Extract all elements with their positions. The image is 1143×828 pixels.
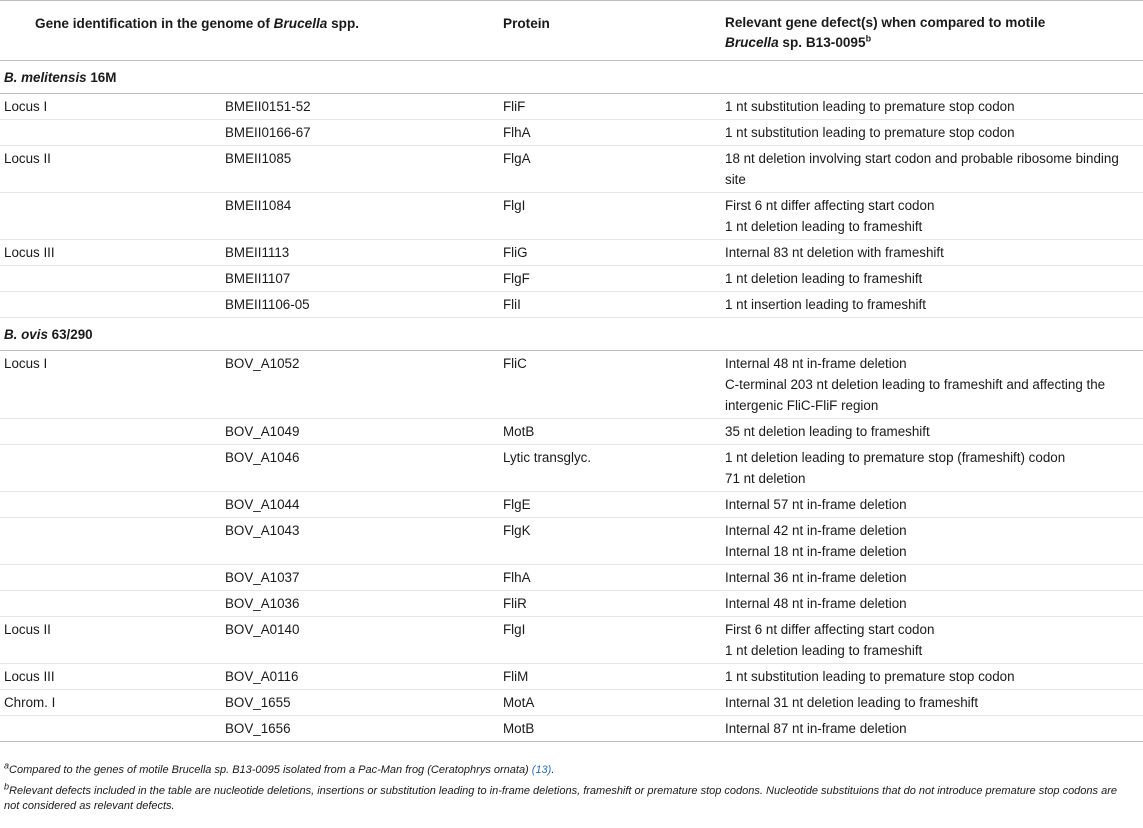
locus-cell: Locus I: [0, 351, 225, 419]
table-row: [0, 445, 1143, 492]
protein-cell: FlgI: [503, 617, 725, 664]
defect-cell: 1 nt deletion leading to frameshift: [725, 266, 1143, 292]
table-row: [0, 716, 1143, 742]
gene-cell: BMEII1085: [225, 146, 503, 193]
protein-cell: MotA: [503, 690, 725, 716]
protein-cell: FliG: [503, 240, 725, 266]
locus-cell: [0, 419, 225, 445]
protein-cell: FliF: [503, 94, 725, 120]
locus-cell: [0, 716, 225, 742]
gene-cell: BMEII1107: [225, 266, 503, 292]
table-row: [0, 146, 1143, 193]
locus-cell: [0, 292, 225, 318]
locus-cell: [0, 445, 225, 492]
header-relevant-defects: Relevant gene defect(s) when compared to motile Brucella sp. B13-0095$^b$: [725, 1, 1143, 61]
protein-cell: MotB: [503, 419, 725, 445]
table-row: [0, 266, 1143, 292]
section-row: [0, 61, 1143, 94]
defect-cell: Internal 48 nt in-frame deletion C-terminal 203 nt deletion leading to frameshift and affecting the intergenic FliC-FliF region: [725, 351, 1143, 419]
gene-cell: BOV_1655: [225, 690, 503, 716]
defect-cell: Internal 83 nt deletion with frameshift: [725, 240, 1143, 266]
locus-cell: Locus II: [0, 146, 225, 193]
gene-cell: BOV_A1046: [225, 445, 503, 492]
table-row: [0, 292, 1143, 318]
locus-cell: [0, 591, 225, 617]
defect-cell: Internal 42 nt in-frame deletion Internal 18 nt in-frame deletion: [725, 518, 1143, 565]
table-row: [0, 518, 1143, 565]
gene-cell: BOV_A0116: [225, 664, 503, 690]
locus-cell: [0, 565, 225, 591]
gene-cell: BOV_A1049: [225, 419, 503, 445]
table-row: [0, 94, 1143, 120]
protein-cell: MotB: [503, 716, 725, 742]
locus-cell: [0, 120, 225, 146]
gene-cell: BMEII0166-67: [225, 120, 503, 146]
defect-cell: 1 nt deletion leading to premature stop (frameshift) codon 71 nt deletion: [725, 445, 1143, 492]
gene-cell: BOV_A1037: [225, 565, 503, 591]
defect-cell: 1 nt substitution leading to premature stop codon: [725, 664, 1143, 690]
gene-cell: BMEII1106-05: [225, 292, 503, 318]
locus-cell: Chrom. I: [0, 690, 225, 716]
table-row: [0, 240, 1143, 266]
gene-cell: BOV_A0140: [225, 617, 503, 664]
protein-cell: Lytic transglyc.: [503, 445, 725, 492]
protein-cell: FliM: [503, 664, 725, 690]
table-row: [0, 565, 1143, 591]
footnote-a: $^a$Compared to the genes of motile Brucella sp. B13-0095 isolated from a Pac-Man frog (Ceratophrys ornata) (13).: [4, 760, 555, 776]
section-row: [0, 318, 1143, 351]
protein-cell: FlgE: [503, 492, 725, 518]
table-footnotes: [4, 760, 1134, 820]
defect-cell: 1 nt substitution leading to premature stop codon: [725, 120, 1143, 146]
header-protein: Protein: [503, 1, 725, 61]
protein-cell: FlgF: [503, 266, 725, 292]
protein-cell: FlgK: [503, 518, 725, 565]
locus-cell: Locus I: [0, 94, 225, 120]
footnote-b: $^b$Relevant defects included in the table are nucleotide deletions, insertions or substitution leading to in-frame deletions, frameshift or premature stop codons. Nucleotide substituions that do not introduce premature stop codons are not considered as relevant defects.: [4, 780, 1117, 812]
species-heading: B. ovis 63/290: [0, 318, 1143, 351]
locus-cell: [0, 518, 225, 565]
protein-cell: FlhA: [503, 120, 725, 146]
gene-cell: BOV_1656: [225, 716, 503, 742]
gene-cell: BOV_A1043: [225, 518, 503, 565]
defect-cell: First 6 nt differ affecting start codon 1 nt deletion leading to frameshift: [725, 193, 1143, 240]
protein-cell: FliC: [503, 351, 725, 419]
gene-cell: BMEII1084: [225, 193, 503, 240]
defect-cell: Internal 31 nt deletion leading to frameshift: [725, 690, 1143, 716]
defect-cell: 18 nt deletion involving start codon and probable ribosome binding site: [725, 146, 1143, 193]
defect-cell: Internal 48 nt in-frame deletion: [725, 591, 1143, 617]
locus-cell: [0, 266, 225, 292]
locus-cell: Locus III: [0, 664, 225, 690]
table-row: [0, 419, 1143, 445]
table-row: [0, 664, 1143, 690]
gene-cell: BOV_A1052: [225, 351, 503, 419]
reference-link[interactable]: (13): [531, 764, 552, 776]
protein-cell: FlgI: [503, 193, 725, 240]
table-row: [0, 120, 1143, 146]
gene-cell: BMEII1113: [225, 240, 503, 266]
species-heading: B. melitensis 16M: [0, 61, 1143, 94]
table-row: [0, 193, 1143, 240]
table-row: [0, 591, 1143, 617]
defect-cell: 35 nt deletion leading to frameshift: [725, 419, 1143, 445]
defect-cell: Internal 57 nt in-frame deletion: [725, 492, 1143, 518]
protein-cell: FlgA: [503, 146, 725, 193]
defect-cell: First 6 nt differ affecting start codon 1 nt deletion leading to frameshift: [725, 617, 1143, 664]
header-gene-identification: Gene identification in the genome of Brucella spp.: [0, 1, 503, 61]
protein-cell: FlhA: [503, 565, 725, 591]
protein-cell: FliR: [503, 591, 725, 617]
defect-cell: 1 nt substitution leading to premature stop codon: [725, 94, 1143, 120]
table-row: [0, 351, 1143, 419]
table-row: [0, 617, 1143, 664]
gene-cell: BOV_A1036: [225, 591, 503, 617]
defect-cell: 1 nt insertion leading to frameshift: [725, 292, 1143, 318]
gene-cell: BOV_A1044: [225, 492, 503, 518]
table-row: [0, 690, 1143, 716]
locus-cell: [0, 492, 225, 518]
protein-cell: FliI: [503, 292, 725, 318]
defect-cell: Internal 87 nt in-frame deletion: [725, 716, 1143, 742]
table-row: [0, 492, 1143, 518]
locus-cell: [0, 193, 225, 240]
defect-cell: Internal 36 nt in-frame deletion: [725, 565, 1143, 591]
locus-cell: Locus III: [0, 240, 225, 266]
header-row: [0, 1, 1143, 61]
gene-cell: BMEII0151-52: [225, 94, 503, 120]
locus-cell: Locus II: [0, 617, 225, 664]
